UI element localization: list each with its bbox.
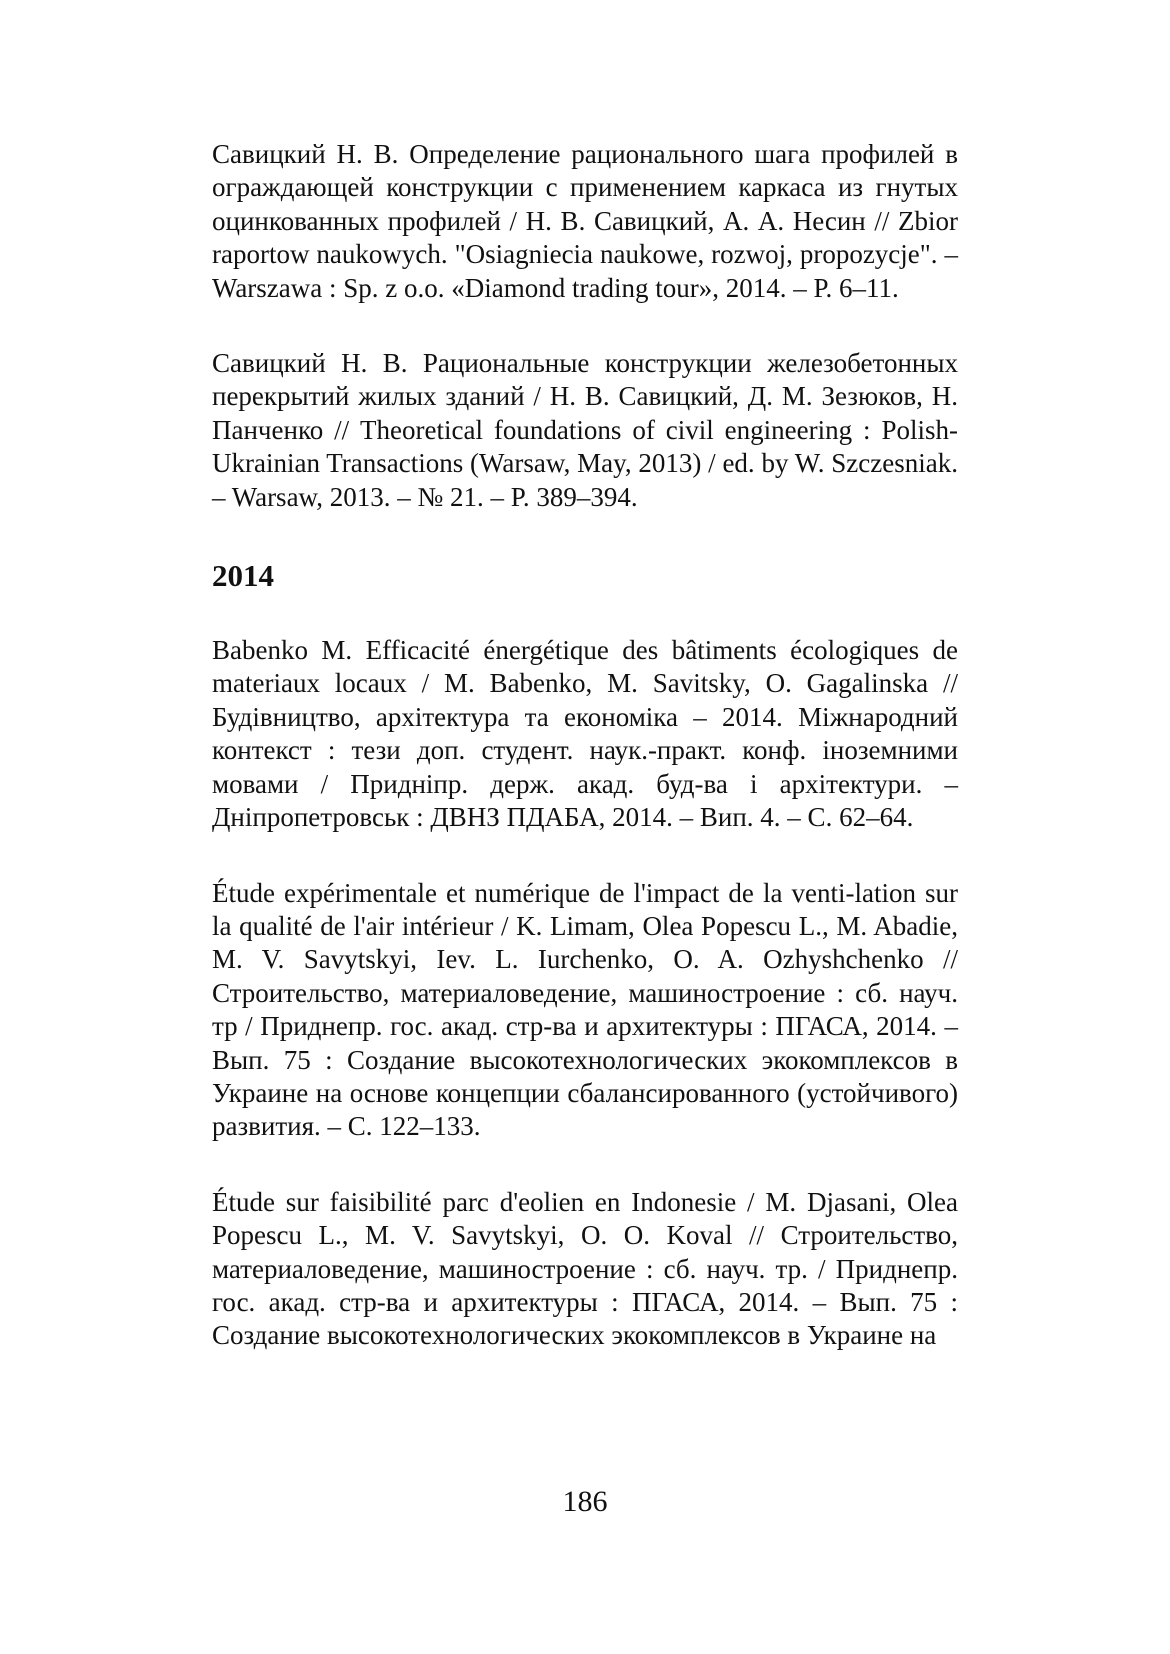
bibliography-entry-etude-eolien: Étude sur faisibilité parc d'eolien en Indonesie / M. Djasani, Olea Popescu L., M. V. Savytskyi, O. O. Koval // Строительство, материаловедение, машиностроение : сб. науч. тр. / Приднепр. гос. акад. стр-ва и архитектуры : ПГАСА, 2014. – Вып. 75 : Создание высокотехнологических экокомплексов в Украине на <box>212 1186 958 1351</box>
bibliography-entry-etude-ventilation: Étude expérimentale et numérique de l'impact de la venti-lation sur la qualité de l'air intérieur / K. Limam, Olea Popescu L., M. Abadie, M. V. Savytskyi, Iev. L. Iurchenko, O. A. Ozhyshchenko // Строительство, материаловедение, машиностроение : сб. науч. тр / Приднепр. гос. акад. стр-ва и архитектуры : ПГАСА, 2014. – Вып. 75 : Создание высокотехнологических экокомплексов в Украине на основе концепции сбалансированного (устойчивого) развития. – С. 122–133. <box>212 877 958 1142</box>
page-content <box>212 138 958 1353</box>
year-heading: 2014 <box>212 558 274 594</box>
bibliography-entry-babenko: Babenko M. Efficacité énergétique des bâtiments écologiques de materiaux locaux / M. Babenko, M. Savitsky, O. Gagalinska // Будівництво, архітектура та економіка – 2014. Міжнародний контекст : тези доп. студент. наук.-практ. конф. іноземними мовами / Придніпр. держ. акад. буд-ва і архітектури. – Дніпропетровськ : ДВНЗ ПДАБА, 2014. – Вип. 4. – С. 62–64. <box>212 635 958 833</box>
bibliography-entry-savitsky-profiles: Савицкий Н. В. Определение рационального шага профилей в ограждающей конструкции с применением каркаса из гнутых оцинкованных профилей / Н. В. Савицкий, А. А. Несин // Zbior raportow naukowych. "Osiagniecia naukowe, rozwoj, propozycje". – Warszawa : Sp. z o.o. «Diamond trading tour», 2014. – P. 6–11. <box>212 139 958 303</box>
bibliography-entry-savitsky-slabs: Савицкий Н. В. Рациональные конструкции железобетонных перекрытий жилых зданий / Н. В. Савицкий, Д. М. Зезюков, Н. Панченко // Theoretical foundations of civil engineering : Polish-Ukrainian Transactions (Warsaw, May, 2013) / ed. by W. Szczesniak. – Warsaw, 2013. – № 21. – P. 389–394. <box>212 348 958 512</box>
page-number: 186 <box>562 1485 608 1518</box>
